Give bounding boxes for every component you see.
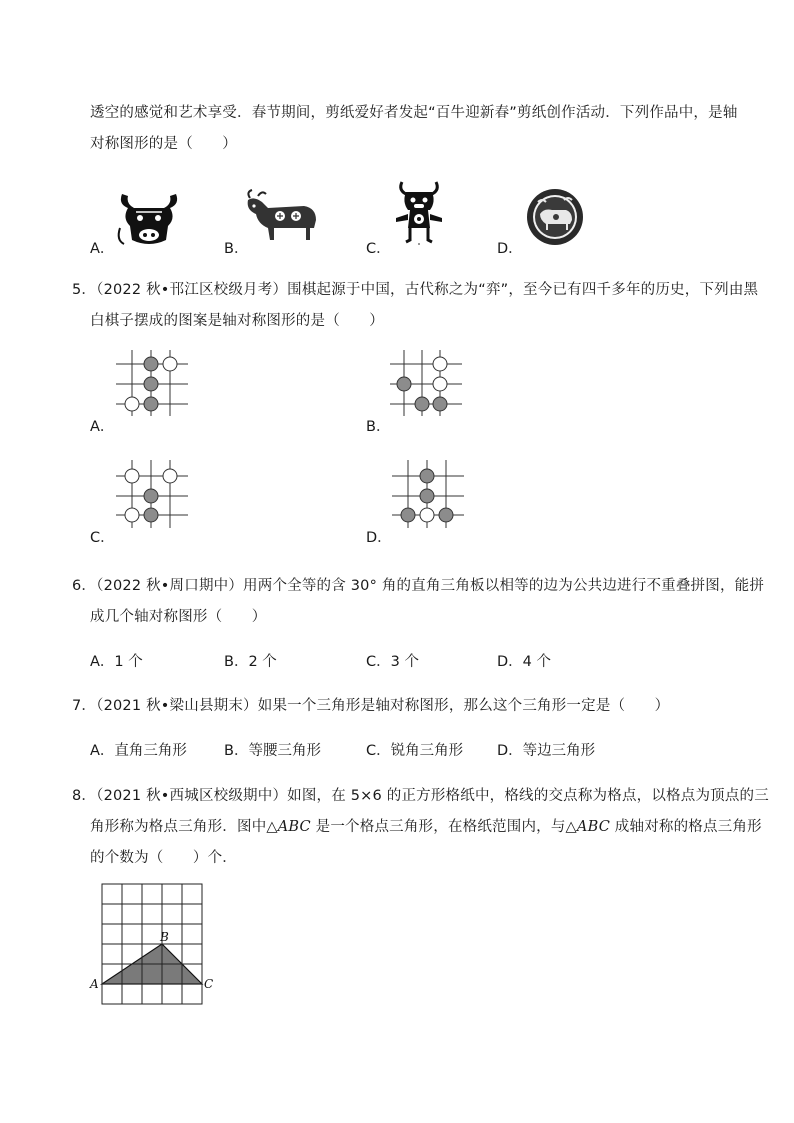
papercut-round-medallion-image (526, 188, 584, 246)
q5-option-c[interactable]: C． (90, 530, 115, 546)
q7-option-d[interactable]: D．等边三角形 (497, 743, 596, 759)
grid-triangle-abc-diagram (86, 880, 216, 1008)
q7-text-line1: 7．（2021 秋•梁山县期末）如果一个三角形是轴对称图形，那么这个三角形一定是（ ） (72, 698, 670, 714)
q5-text-line1: 5．（2022 秋•邗江区校级月考）围棋起源于中国，古代称之为“弈”，至今已有四千多年的历史，下列由黑 (72, 282, 759, 298)
papercut-standing-ox-image (244, 188, 320, 244)
point-c-label: C (204, 977, 214, 991)
go-board-d-diagram (388, 456, 468, 530)
q6-text-line1: 6．（2022 秋•周口期中）用两个全等的含 30° 角的直角三角板以相等的边为公共边进行不重叠拼图，能拼 (72, 578, 765, 594)
q4-text-line2: 对称图形的是（ ） (90, 136, 237, 152)
q6-option-c[interactable]: C．3 个 (366, 654, 419, 670)
q4-option-a[interactable]: A． (90, 241, 115, 257)
q8-text-line1: 8．（2021 秋•西城区校级期中）如图，在 5×6 的正方形格纸中，格线的交点称为格点，以格点为顶点的三 (72, 788, 769, 804)
grid-lines (102, 884, 202, 1004)
q4-option-d[interactable]: D． (497, 241, 523, 257)
q5-text-line2: 白棋子摆成的图案是轴对称图形的是（ ） (90, 313, 384, 329)
q6-option-d[interactable]: D．4 个 (497, 654, 551, 670)
q4-option-b[interactable]: B． (224, 241, 249, 257)
q5-option-a[interactable]: A． (90, 419, 115, 435)
papercut-ox-figure-image (392, 178, 446, 248)
q8-text-line2: 角形称为格点三角形．图中△ABC 是一个格点三角形，在格纸范围内，与△ABC 成轴对称的格点三角形 (90, 819, 762, 835)
q4-option-c[interactable]: C． (366, 241, 391, 257)
go-board-c-diagram (112, 456, 192, 530)
go-board-a-diagram (112, 346, 192, 418)
papercut-ox-head-image (114, 188, 184, 248)
q6-option-b[interactable]: B．2 个 (224, 654, 277, 670)
q7-option-b[interactable]: B．等腰三角形 (224, 743, 321, 759)
q4-text-line1: 透空的感觉和艺术享受．春节期间，剪纸爱好者发起“百牛迎新春”剪纸创作活动．下列作品中，是轴 (90, 105, 738, 121)
point-b-label: B (160, 930, 169, 944)
q5-option-d[interactable]: D． (366, 530, 392, 546)
go-board-b-diagram (386, 346, 466, 418)
q7-option-a[interactable]: A．直角三角形 (90, 743, 187, 759)
q8-text-line3: 的个数为（ ）个． (90, 850, 237, 866)
q6-option-a[interactable]: A．1 个 (90, 654, 143, 670)
q6-text-line2: 成几个轴对称图形（ ） (90, 609, 267, 625)
q5-option-b[interactable]: B． (366, 419, 391, 435)
q7-option-c[interactable]: C．锐角三角形 (366, 743, 464, 759)
point-a-label: A (90, 977, 99, 991)
